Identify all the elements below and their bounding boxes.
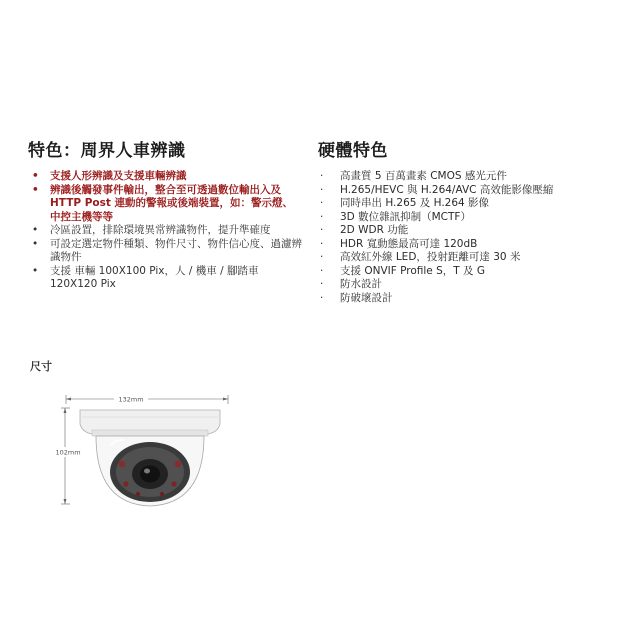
hardware-item-text: HDR 寬動態最高可達 120dB	[340, 237, 478, 250]
feature-item	[30, 238, 302, 265]
feature-item-text: 辨識後觸發事件輸出，整合至可透過數位輸出入及 HTTP Post 連動的警報或後端裝置，如：警示燈、中控主機等等	[50, 183, 294, 223]
hardware-item-text: 2D WDR 功能	[340, 224, 409, 236]
bullet-icon: ·	[320, 170, 324, 182]
hardware-item	[318, 278, 618, 292]
hardware-item	[318, 224, 618, 238]
hardware-item-text: 防破壞設計	[340, 291, 393, 304]
bullet-icon: ·	[320, 264, 324, 277]
hardware-item	[318, 265, 618, 279]
dimensions-title: 尺寸	[30, 360, 52, 373]
hardware-item-text: H.265/HEVC 與 H.264/AVC 高效能影像壓縮	[340, 183, 554, 196]
hardware-item	[318, 170, 618, 184]
bullet-icon: •	[32, 237, 39, 250]
feature-item	[30, 224, 302, 238]
bullet-icon: •	[32, 170, 39, 182]
feature-item-text: 支援人形辨識及支援車輛辨識	[50, 170, 187, 182]
bullet-icon: ·	[320, 210, 324, 223]
bullet-icon: •	[32, 183, 39, 196]
bullet-icon: ·	[320, 251, 324, 263]
hardware-item	[318, 292, 618, 306]
feature-item-text: 可設定選定物件種類、物件尺寸、物件信心度、過濾辨識物件	[50, 237, 302, 263]
hardware-item-text: 高畫質 5 百萬畫素 CMOS 感光元件	[340, 170, 507, 182]
hardware-item	[318, 211, 618, 225]
hardware-item	[318, 184, 618, 198]
width-label: 132mm	[118, 395, 144, 404]
features-title: 特色：周界人車辨識	[28, 141, 186, 161]
hardware-item-text: 支援 ONVIF Profile S，T 及 G	[340, 264, 485, 277]
bullet-icon: ·	[320, 291, 324, 304]
hardware-item-text: 3D 數位雜訊抑制（MCTF）	[340, 210, 471, 223]
bullet-icon: ·	[320, 197, 324, 209]
dome-camera-drawing	[52, 386, 252, 516]
bullet-icon: ·	[320, 278, 324, 290]
hardware-item	[318, 197, 618, 211]
hardware-item-text: 同時串出 H.265 及 H.264 影像	[340, 197, 490, 209]
hardware-list	[318, 170, 618, 305]
height-label: 102mm	[55, 448, 81, 457]
bullet-icon: ·	[320, 183, 324, 196]
feature-item-text: 支援 車輛 100X100 Pix，人 / 機車 / 腳踏車 120X120 Pix	[50, 264, 259, 290]
feature-item	[30, 184, 302, 225]
hardware-title: 硬體特色	[318, 141, 388, 161]
hardware-item	[318, 238, 618, 252]
feature-item	[30, 265, 302, 292]
features-list	[30, 170, 302, 292]
bullet-icon: ·	[320, 224, 324, 236]
bullet-icon: •	[32, 224, 39, 236]
bullet-icon: ·	[320, 237, 324, 250]
hardware-item-text: 防水設計	[340, 278, 382, 290]
hardware-item-text: 高效紅外線 LED，投射距離可達 30 米	[340, 251, 521, 263]
hardware-item	[318, 251, 618, 265]
bullet-icon: •	[32, 264, 39, 277]
feature-item	[30, 170, 302, 184]
feature-item-text: 冷區設置，排除環境異常辨識物件，提升準確度	[50, 224, 271, 236]
